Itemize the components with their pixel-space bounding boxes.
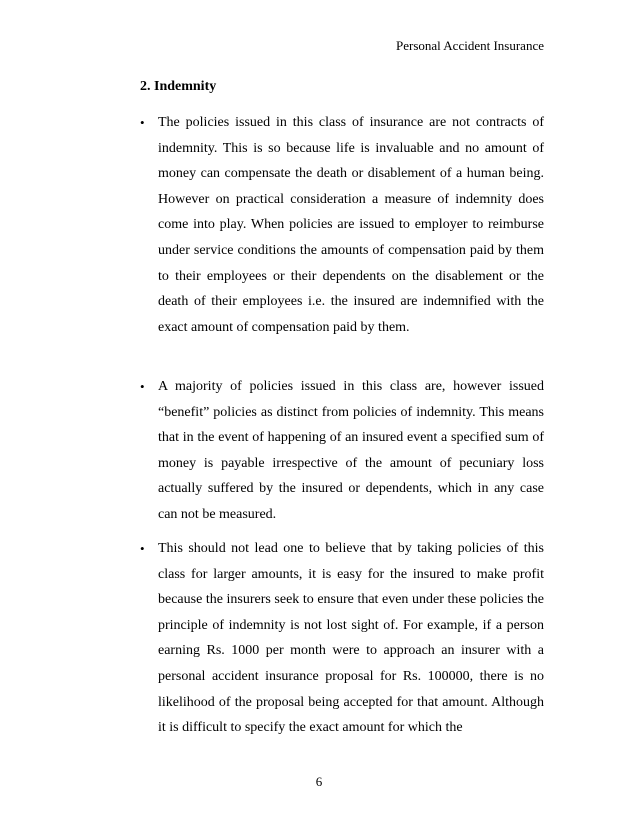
running-header: Personal Accident Insurance [395,38,544,53]
bullet-text: A majority of policies issued in this class are, however issued “benefit” policies as distinct from policies of indemnity. This means that in the event of happening of an insured event a specified sum of money is payable irrespective of the amount of pecuniary loss actually suffered by the insured or dependents, which in any case can not be measured. [158,379,544,522]
bullet-icon: • [140,541,145,556]
bullet-icon: • [140,115,145,130]
bullet-icon: • [140,379,145,394]
bullet-item [140,536,544,741]
page-number: 6 [315,774,323,789]
section-heading: 2. Indemnity [140,79,217,94]
bullet-item [140,110,544,340]
bullet-text: This should not lead one to believe that by taking policies of this class for larger amounts, it is easy for the insured to make profit because the insurers seek to ensure that even under these policies the principle of indemnity is not lost sight of. For example, if a person earning Rs. 1000 per month were to approach an insurer with a personal accident insurance proposal for Rs. 100000, there is no likelihood of the proposal being accepted for that amount. Although it is difficult to specify the exact amount for which the [158,541,544,736]
bullet-text: The policies issued in this class of insurance are not contracts of indemnity. This is so because life is invaluable and no amount of money can compensate the death or disablement of a human being. However on practical consideration a measure of indemnity does come into play. When policies are issued to employer to reimburse under service conditions the amounts of compensation paid by them to their employees or their dependents on the disablement or the death of their employees i.e. the insured are indemnified with the exact amount of compensation paid by them. [158,115,544,335]
bullet-item [140,374,544,528]
